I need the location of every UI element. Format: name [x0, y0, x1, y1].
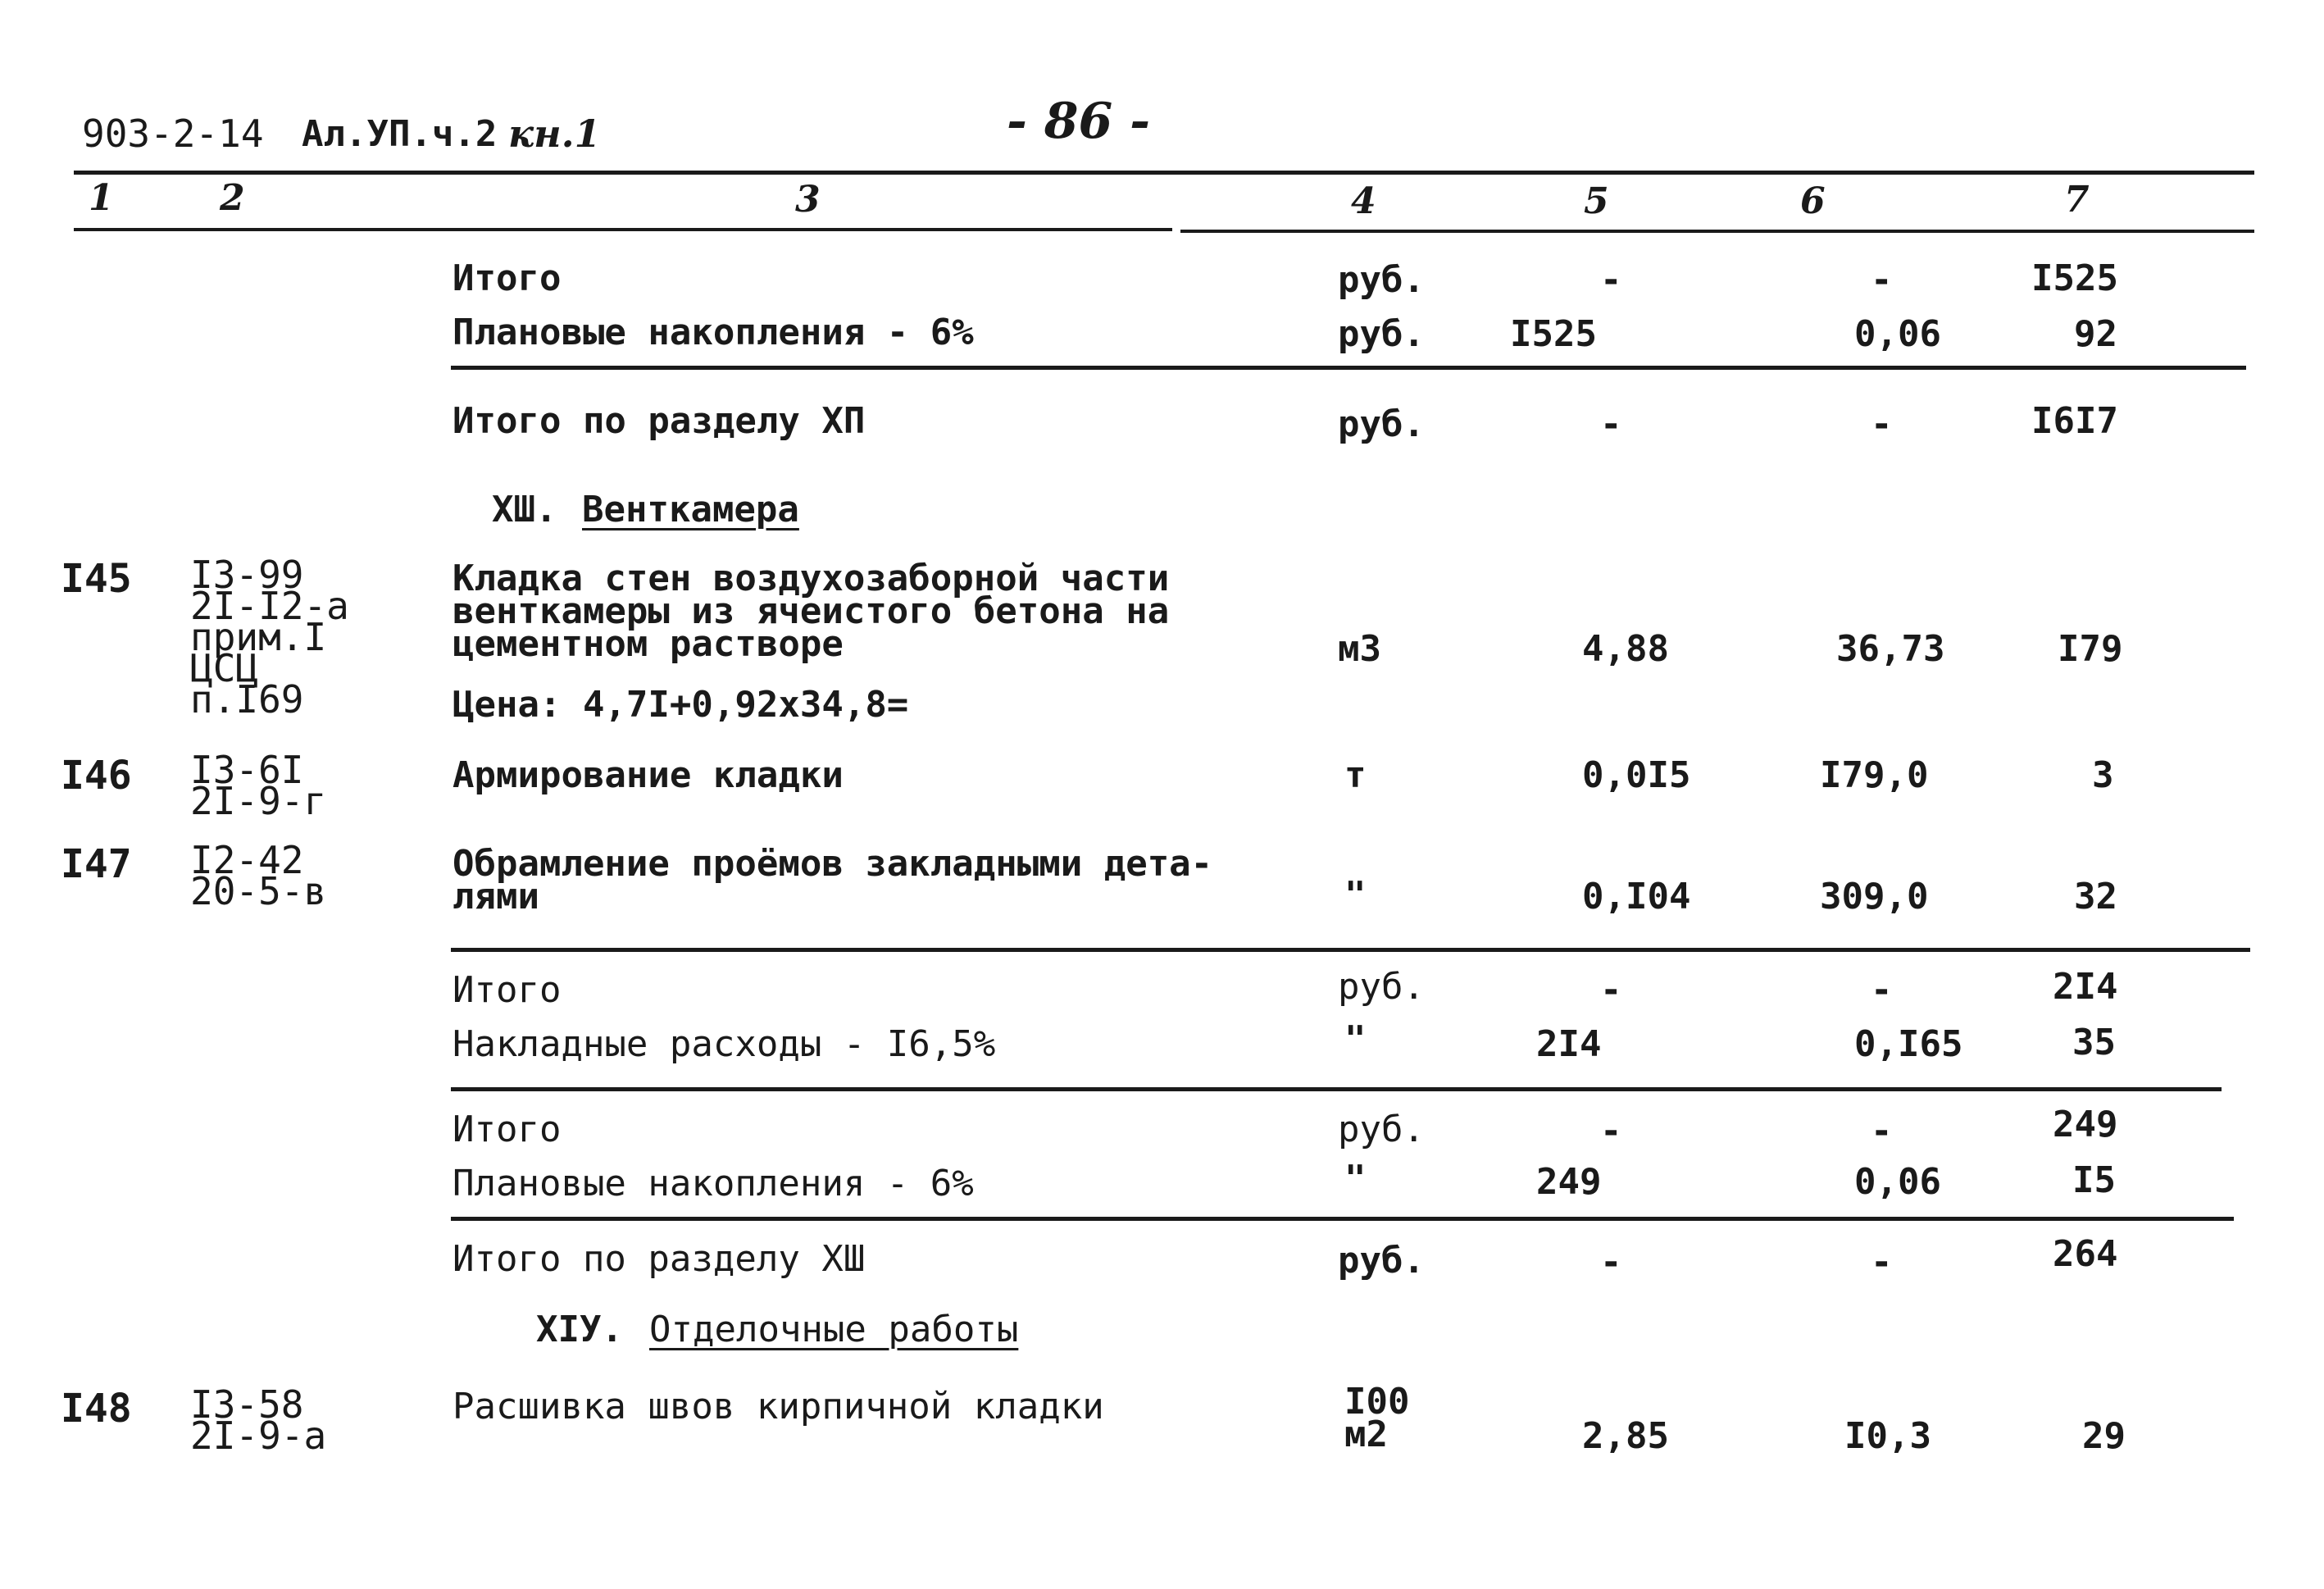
item-total: 3: [2092, 754, 2114, 796]
row-unit: руб.: [1338, 259, 1425, 301]
section-rule: [451, 1087, 2222, 1091]
item-number: I45: [61, 556, 132, 602]
row-total: 35: [2072, 1022, 2116, 1063]
item-number: I47: [61, 841, 132, 887]
row-total: 249: [2053, 1104, 2118, 1145]
row-total: 92: [2074, 313, 2117, 355]
col-2: 2: [220, 177, 245, 219]
item-code: I3-6I 2I-9-г: [190, 748, 327, 823]
row-name: Итого по разделу XП: [453, 400, 866, 442]
item-price: I79,0: [1820, 754, 1929, 796]
item-name: Расшивка швов кирпичной кладки: [453, 1386, 1104, 1427]
section-number: XШ.: [492, 489, 557, 530]
item-qty: 0,0I5: [1582, 754, 1691, 796]
row-price: -: [1871, 1110, 1893, 1152]
item-code: I3-99 2I-I2-a прим.I ЦСЦ п.I69: [190, 553, 349, 722]
table-header-rule-right: [1180, 230, 2254, 233]
item-number: I46: [61, 753, 132, 799]
table-header-rule: [74, 228, 1172, 231]
section-number: XIУ.: [536, 1309, 623, 1350]
row-qty: -: [1600, 1110, 1622, 1152]
item-number: I48: [61, 1386, 132, 1432]
item-unit: ": [1344, 874, 1367, 916]
row-total: 264: [2053, 1233, 2118, 1275]
row-unit: ": [1344, 1158, 1367, 1200]
row-price: -: [1871, 1241, 1893, 1283]
row-total: I525: [2031, 257, 2118, 299]
row-price: 0,I65: [1854, 1023, 1963, 1065]
item-qty: 4,88: [1582, 628, 1669, 670]
row-name: Итого: [453, 969, 562, 1011]
item-price: I0,3: [1844, 1415, 1931, 1457]
page-number: - 86 -: [1007, 93, 1151, 150]
row-name: Плановые накопления - 6%: [453, 1163, 974, 1204]
row-name: Плановые накопления - 6%: [453, 312, 974, 353]
table-top-rule: [74, 171, 2254, 175]
item-code: I3-58 2I-9-a: [190, 1382, 327, 1458]
item-name: Кладка стен воздухозаборной части венткамеры из ячеистого бетона на цементном растворе: [453, 558, 1170, 665]
section-rule: [451, 1217, 2234, 1221]
row-qty: -: [1600, 969, 1622, 1011]
item-price: 309,0: [1820, 876, 1929, 917]
row-price: -: [1871, 403, 1893, 445]
item-unit: I00 м2: [1344, 1381, 1410, 1455]
row-qty: -: [1600, 403, 1622, 445]
row-name: Итого: [453, 1109, 562, 1150]
item-price-formula: Цена: 4,7I+0,92x34,8=: [453, 684, 909, 726]
section-title: Венткамера: [582, 489, 799, 530]
item-code: I2-42 20-5-в: [190, 838, 327, 913]
section-rule: [451, 366, 2246, 370]
row-qty: I525: [1510, 313, 1597, 355]
row-qty: 2I4: [1536, 1023, 1602, 1065]
row-qty: 249: [1536, 1161, 1602, 1203]
row-name: Итого: [453, 257, 562, 299]
row-price: -: [1871, 259, 1893, 301]
item-total: 29: [2082, 1415, 2126, 1457]
row-qty: -: [1600, 1241, 1622, 1283]
col-1: 1: [89, 177, 114, 219]
row-price: -: [1871, 969, 1893, 1011]
doc-code: 903-2-14: [82, 112, 264, 156]
col-3: 3: [795, 179, 821, 221]
row-unit: руб.: [1338, 1240, 1425, 1282]
row-price: 0,06: [1854, 1161, 1941, 1203]
col-5: 5: [1584, 180, 1609, 222]
item-qty: 2,85: [1582, 1415, 1669, 1457]
item-unit: м3: [1338, 628, 1381, 670]
row-unit: руб.: [1338, 313, 1425, 355]
row-total: 2I4: [2053, 966, 2118, 1008]
row-name: Накладные расходы - I6,5%: [453, 1023, 996, 1065]
book-ref: кн.1: [508, 112, 601, 156]
col-6: 6: [1800, 180, 1826, 222]
item-price: 36,73: [1836, 628, 1945, 670]
item-total: 32: [2074, 876, 2117, 917]
row-unit: ": [1344, 1018, 1367, 1060]
section-title: Отделочные работы: [649, 1309, 1019, 1350]
row-name: Итого по разделу XШ: [453, 1238, 866, 1280]
row-price: 0,06: [1854, 313, 1941, 355]
row-total: I6I7: [2031, 400, 2118, 442]
item-qty: 0,I04: [1582, 876, 1691, 917]
item-name: Обрамление проёмов закладными дета- лями: [453, 843, 1213, 917]
col-4: 4: [1351, 180, 1376, 222]
row-unit: руб.: [1338, 403, 1425, 445]
album-ref: Ал.УП.ч.2: [302, 113, 498, 155]
row-unit: руб.: [1338, 1109, 1425, 1150]
item-total: I79: [2058, 628, 2123, 670]
section-rule: [451, 948, 2250, 952]
row-total: I5: [2072, 1159, 2116, 1201]
row-unit: руб.: [1338, 966, 1425, 1008]
item-name: Армирование кладки: [453, 754, 844, 796]
col-7: 7: [2064, 179, 2090, 221]
row-qty: -: [1600, 259, 1622, 301]
item-unit: т: [1344, 754, 1367, 796]
